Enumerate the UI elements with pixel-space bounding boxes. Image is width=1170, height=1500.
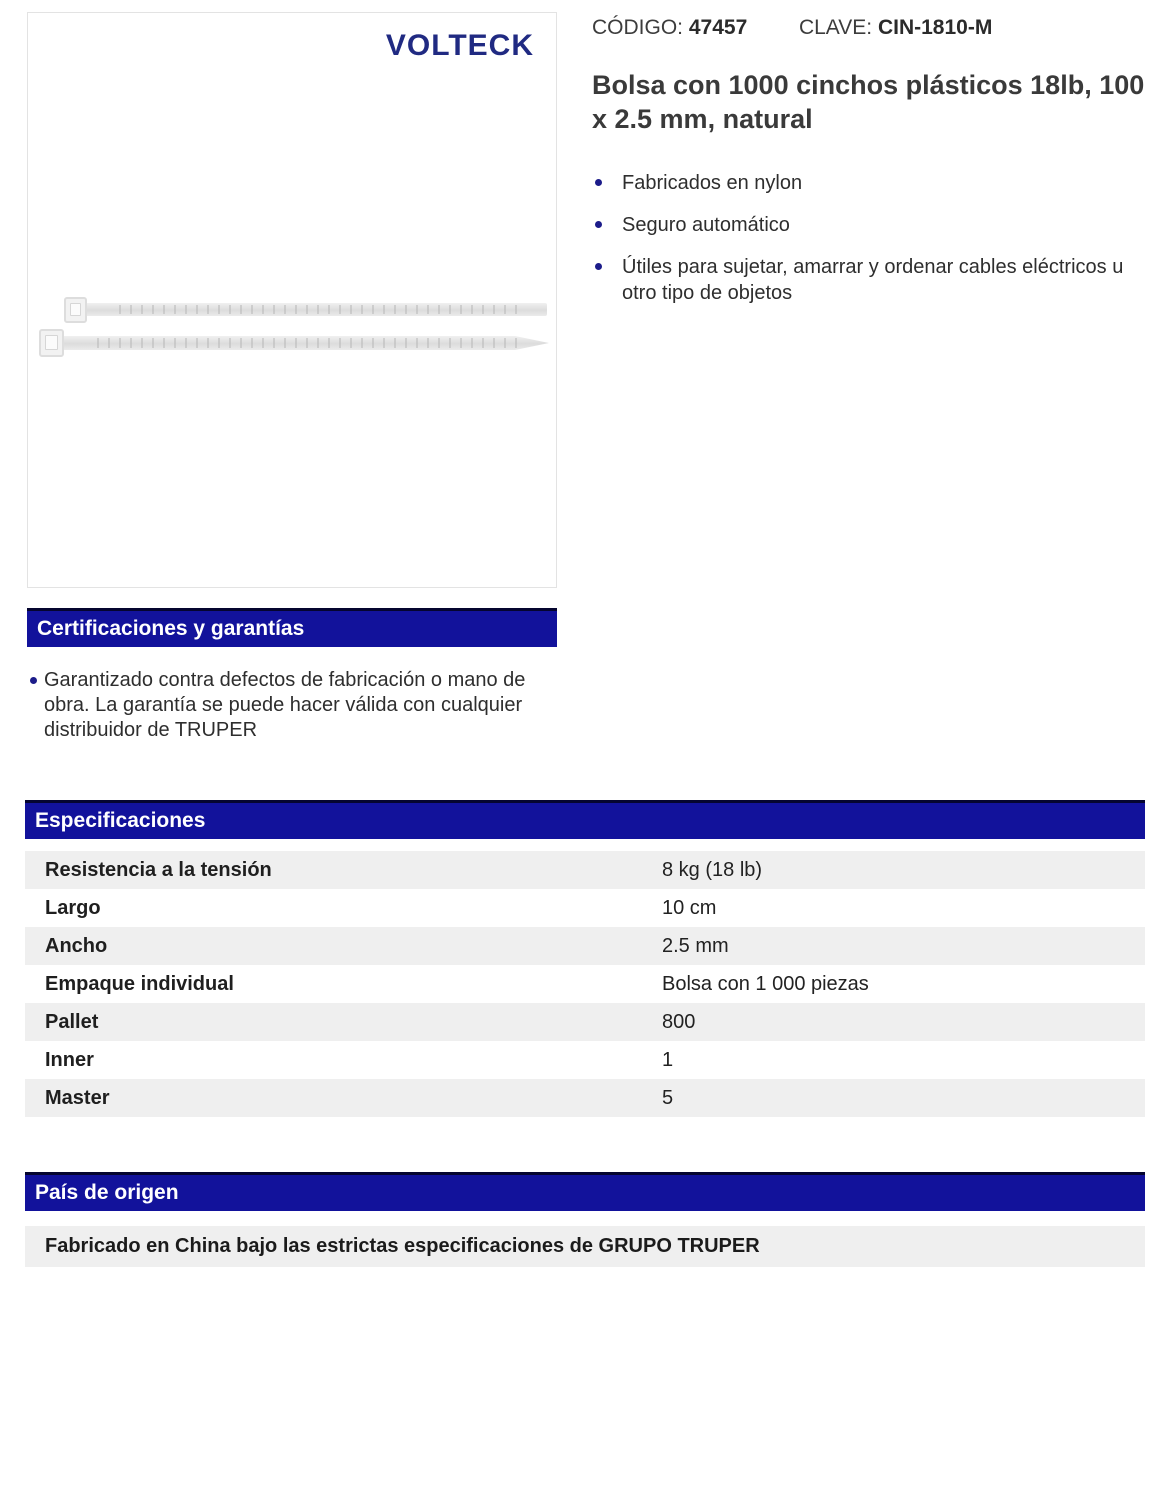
table-row xyxy=(25,927,1145,965)
table-row xyxy=(25,851,1145,889)
list-item xyxy=(592,170,1152,196)
warranty-text: Garantizado contra defectos de fabricación o mano de obra. La garantía se puede hacer válida con cualquier distribuidor de TRUPER xyxy=(44,669,526,741)
cable-tie-slot xyxy=(45,335,58,350)
cable-tie-serration xyxy=(110,305,519,314)
warranty-note xyxy=(30,668,550,743)
spec-label: Master xyxy=(45,1086,110,1109)
clave-label: CLAVE: xyxy=(798,16,873,39)
bullet-icon xyxy=(30,677,37,684)
feature-text: Útiles para sujetar, amarrar y ordenar cables eléctricos u otro tipo de objetos xyxy=(622,256,1124,304)
list-item xyxy=(592,254,1152,306)
clave-value: CIN-1810-M xyxy=(877,16,993,39)
spec-value: 5 xyxy=(662,1086,674,1109)
codigo-label: CÓDIGO: xyxy=(592,16,684,39)
spec-value: 8 kg (18 lb) xyxy=(662,858,763,881)
bullet-icon xyxy=(595,179,602,186)
table-row xyxy=(25,889,1145,927)
spec-label: Inner xyxy=(45,1048,94,1071)
table-row xyxy=(25,1041,1145,1079)
section-header-specifications: Especificaciones xyxy=(25,800,1145,839)
spec-label: Ancho xyxy=(45,934,108,957)
cable-tie-strap xyxy=(87,303,547,316)
codigo-value: 47457 xyxy=(688,16,748,39)
section-header-origin: País de origen xyxy=(25,1172,1145,1211)
cable-tie-slot xyxy=(70,303,81,316)
bullet-icon xyxy=(595,221,602,228)
spec-value: 800 xyxy=(662,1010,696,1033)
spec-value: 2.5 mm xyxy=(662,934,729,957)
volteck-logo: VOLTECK xyxy=(385,29,534,62)
table-row xyxy=(25,1003,1145,1041)
origin-statement: Fabricado en China bajo las estrictas especificaciones de GRUPO TRUPER xyxy=(25,1226,1145,1267)
spec-label: Largo xyxy=(45,896,101,919)
code-line xyxy=(592,16,1152,40)
spec-label: Pallet xyxy=(45,1010,99,1033)
spec-value: Bolsa con 1 000 piezas xyxy=(662,972,869,995)
spec-value: 10 cm xyxy=(662,896,717,919)
feature-text: Seguro automático xyxy=(622,214,790,236)
table-row xyxy=(25,1079,1145,1117)
feature-list xyxy=(592,170,1152,306)
product-info xyxy=(592,16,1152,322)
cable-tie-strap xyxy=(64,336,549,350)
product-image xyxy=(27,12,557,588)
spec-label: Empaque individual xyxy=(45,972,234,995)
bullet-icon xyxy=(595,263,602,270)
spec-label: Resistencia a la tensión xyxy=(45,858,272,881)
page-title: Bolsa con 1000 cinchos plásticos 18lb, 100 x 2.5 mm, natural xyxy=(592,70,1145,134)
cable-tie-head xyxy=(39,329,64,357)
section-header-certifications: Certificaciones y garantías xyxy=(27,608,557,647)
spec-value: 1 xyxy=(662,1048,674,1071)
specifications-table xyxy=(25,851,1145,1117)
cable-tie-head xyxy=(64,297,87,323)
list-item xyxy=(592,212,1152,238)
table-row xyxy=(25,965,1145,1003)
cable-tie-serration xyxy=(88,338,520,348)
feature-text: Fabricados en nylon xyxy=(622,172,803,194)
